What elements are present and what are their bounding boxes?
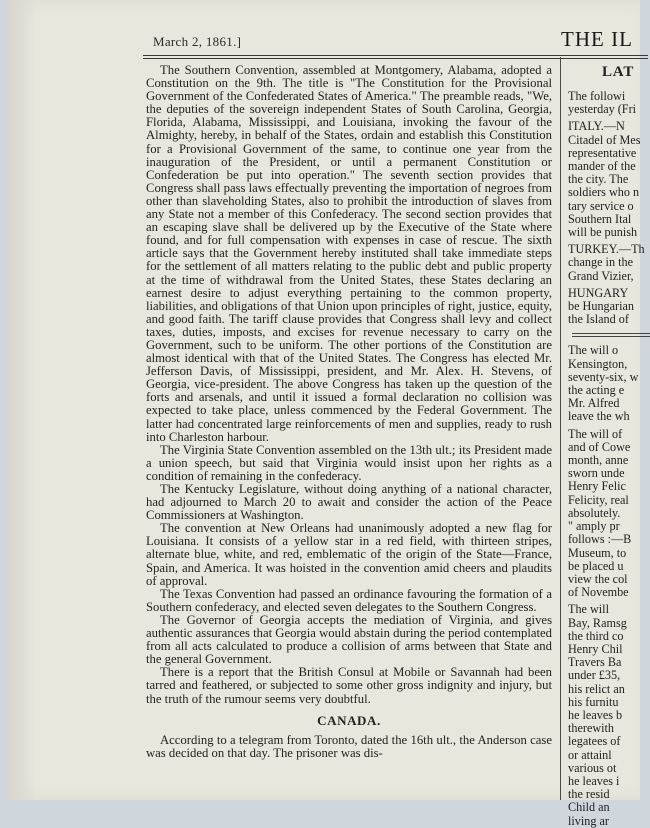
side-block: The followi yesterday (Fri — [568, 89, 637, 117]
page-header — [153, 28, 648, 58]
article-paragraph: The Texas Convention had passed an ordinance favouring the formation of a Southern confederacy, and elected seven delegates to the Southern Congress. — [146, 586, 552, 614]
side-block: HUNGARY be Hungarian the Island of — [568, 285, 634, 327]
article-paragraph: The Kentucky Legislature, without doing anything of a national character, had adjourned to March 20 to await and consider the action of the Peace Commissioners at Washington. — [146, 482, 552, 523]
side-rule — [572, 333, 650, 337]
article-paragraph: The Virginia State Convention assembled on the 13th ult.; its President made a union speech, but said that Virginia would insist upon her rights as a condition of remaining in the confederacy. — [146, 442, 552, 483]
newspaper-page — [8, 0, 645, 828]
section-heading-canada: CANADA. — [317, 712, 381, 728]
article-paragraph: According to a telegram from Toronto, dated the 16th ult., the Anderson case was decided on that day. The prisoner was dis- — [146, 732, 552, 760]
main-column — [146, 64, 552, 800]
masthead-title: THE IL — [561, 27, 633, 51]
side-block: The will o Kensington, seventy-six, w the acting e Mr. Alfred leave the wh — [568, 343, 639, 424]
article-paragraph: The Southern Convention, assembled at Montgomery, Alabama, adopted a Constitution on the 9th. The title is "The Constitution for the Provisional Government of the Confederated States of America." The preamble reads, "We, the deputies of the sovereign independent States of South Carolina, Georgia, Florida, Alabama, Mississippi, and Louisiana, invoking the favour of the Almighty, hereby, in behalf of the States, ordain and establish this Constitution for a Provisional Government of the same, to continue one year from the inauguration of the President, or until a permanent Constitution or Confederation be put into operation." The seventh section provides that Congress shall pass laws effectually preventing the importation of negroes from other than slaveholding States, also to prohibit the introduction of slaves from any State not a member of this Confederacy. The second section provides that an escaping slave shall be delivered up by the Executive of the State where found, and for full compensation with expenses in case of rescue. The sixth article says that the Government hereby instituted shall take immediate steps for the settlement of all matters relating to the public debt and public property at the time of withdrawal from the United States, these States declaring an earnest desire to adjust everything pertaining to the common property, liabilities, and obligations of that Union upon principles of right, justice, equity, and good faith. The tariff clause provides that Congress shall levy and collect taxes, duties, imposts, and excises for revenue necessary to carry on the Government, such to be uniform. The other portions of the Constitution are almost identical with that of the United States. The Congress has elected Mr. Jefferson Davis, of Mississippi, president, and Mr. Alex. H. Stevens, of Georgia, vice-president. The above Congress has taken up the question of the forts and arsenals, and until it issued a formal declaration no collision was expected to take place, unless commenced by the Federal Government. The latter had concentrated large reinforcements of men and supplies, ready to rush into Charleston harbour. — [146, 63, 552, 444]
column-rule — [560, 57, 561, 800]
side-column — [568, 64, 650, 828]
article-paragraph: The convention at New Orleans had unanimously adopted a new flag for Louisiana. It consists of a yellow star in a red field, with thirteen stripes, alternate blue, white, and red, emblematic of the origin of the State—France, Spain, and America. It was hoisted in the convention amid cheers and plaudits of approval. — [146, 521, 552, 588]
side-block: The will Bay, Ramsg the third co Henry Chil Travers Ba under £35, his relict an his furnitu he leaves b therewith legatees of or attainl various ot he leaves i the resid Child an living ar — [568, 602, 627, 828]
side-block: ITALY.—N Citadel of Mes representative mander of the the city. The soldiers who n tary service o Southern Ital will be punish — [568, 119, 641, 240]
side-column-heading: LAT — [602, 64, 635, 80]
side-block: The will of and of Cowe month, anne sworn unde Henry Felic Felicity, real absolutely. " amply pr follows :—B Museum, to be placed u view the col of Novembe — [568, 426, 632, 600]
side-block: TURKEY.—Th change in the Grand Vizier, — [568, 242, 645, 283]
issue-date: March 2, 1861.] — [153, 34, 242, 49]
header-rule — [143, 55, 648, 59]
article-paragraph: There is a report that the British Consul at Mobile or Savannah had been tarred and feathered, or subjected to some other gross indignity and injury, but the truth of the rumour seems very doubtful. — [146, 665, 552, 706]
article-paragraph: The Governor of Georgia accepts the mediation of Virginia, and gives authentic assurances that Georgia would abstain during the period contemplated from all acts calculated to produce a collision of arms between that State and the general Government. — [146, 612, 552, 667]
